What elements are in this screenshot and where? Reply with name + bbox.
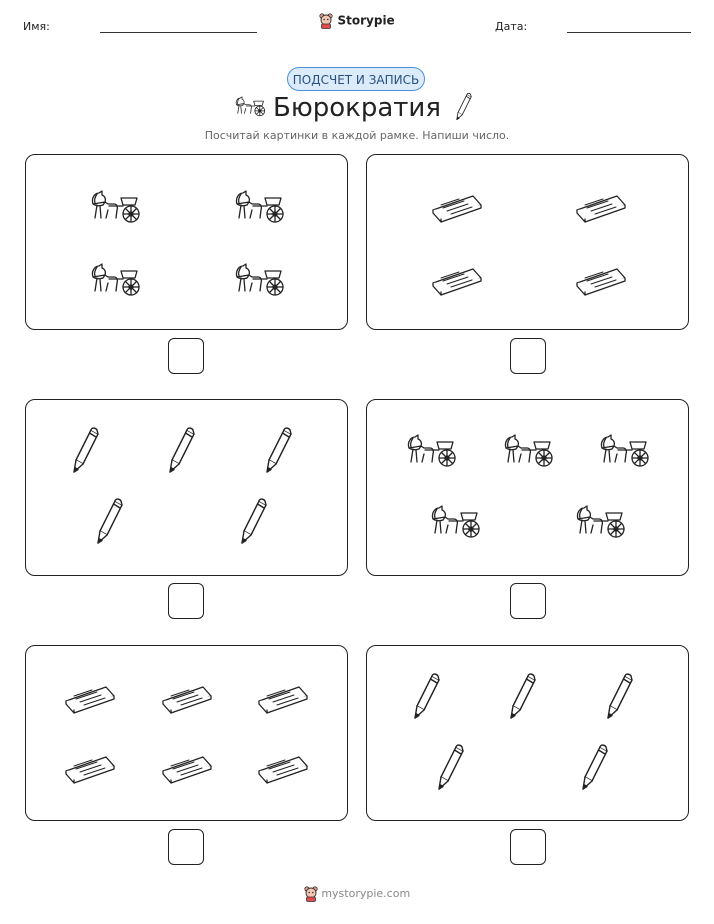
brand: [0, 13, 714, 29]
pencil-icon: [508, 672, 538, 722]
storypie-logo-icon: [304, 886, 318, 902]
count-panel-5: [25, 645, 348, 821]
footer: [0, 886, 714, 902]
paper-stack-icon: [429, 261, 485, 297]
count-panel-3: [25, 399, 348, 576]
answer-box-4[interactable]: [510, 583, 546, 619]
answer-box-5[interactable]: [168, 829, 204, 865]
paper-stack-icon: [255, 749, 311, 785]
pencil-icon: [264, 426, 294, 476]
count-panel-2: [366, 154, 689, 330]
horse-carriage-icon: [233, 188, 285, 224]
page-title: Бюрократия: [273, 93, 441, 123]
horse-carriage-icon: [405, 432, 457, 468]
answer-box-1[interactable]: [168, 338, 204, 374]
pencil-icon: [580, 743, 610, 793]
answer-box-2[interactable]: [510, 338, 546, 374]
storypie-logo-icon: [319, 13, 333, 29]
instructions: Посчитай картинки в каждой рамке. Напиши число.: [204, 129, 510, 142]
horse-carriage-icon: [502, 432, 554, 468]
horse-carriage-icon: [598, 432, 650, 468]
paper-stack-icon: [429, 188, 485, 224]
count-panel-1: [25, 154, 348, 330]
horse-carriage-icon: [89, 188, 141, 224]
count-panel-4: [366, 399, 689, 576]
pencil-icon: [95, 497, 125, 547]
pencil-icon: [239, 497, 269, 547]
horse-carriage-icon: [89, 261, 141, 297]
paper-stack-icon: [62, 679, 118, 715]
pencil-icon: [605, 672, 635, 722]
horse-carriage-icon: [574, 503, 626, 539]
pencil-icon: [167, 426, 197, 476]
horse-carriage-icon: [233, 261, 285, 297]
answer-box-3[interactable]: [168, 583, 204, 619]
paper-stack-icon: [573, 261, 629, 297]
name-line[interactable]: [100, 32, 257, 33]
paper-stack-icon: [159, 749, 215, 785]
paper-stack-icon: [62, 749, 118, 785]
paper-stack-icon: [573, 188, 629, 224]
date-label: Дата:: [495, 20, 528, 33]
pencil-icon: [412, 672, 442, 722]
name-label: Имя:: [23, 20, 50, 33]
pencil-icon: [436, 743, 466, 793]
brand-name: Storypie: [337, 13, 395, 28]
paper-stack-icon: [159, 679, 215, 715]
count-panel-6: [366, 645, 689, 821]
pencil-icon: [71, 426, 101, 476]
paper-stack-icon: [255, 679, 311, 715]
pencil-icon: [452, 92, 476, 122]
horse-carriage-icon: [429, 503, 481, 539]
activity-badge: ПОДСЧЕТ И ЗАПИСЬ: [287, 67, 425, 91]
answer-box-6[interactable]: [510, 829, 546, 865]
date-line[interactable]: [567, 32, 691, 33]
footer-url[interactable]: mystorypie.com: [321, 887, 411, 900]
